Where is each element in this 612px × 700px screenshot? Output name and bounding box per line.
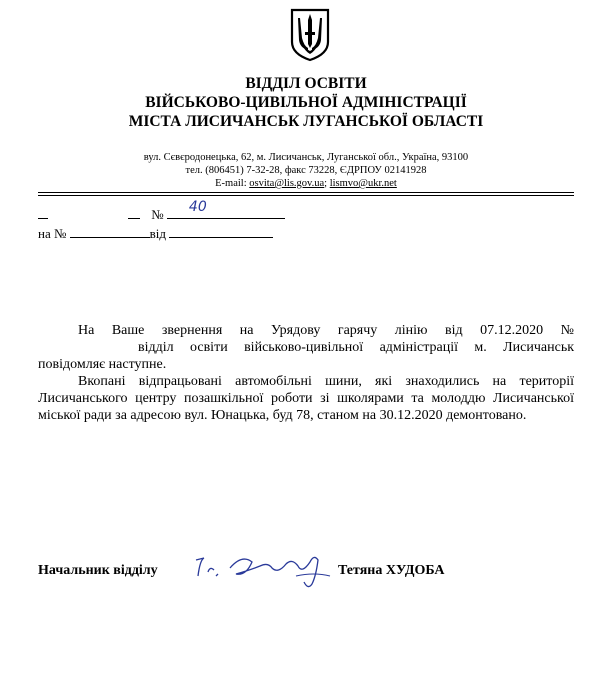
email-separator: ; <box>324 178 330 189</box>
reply-date-label: від <box>149 226 167 241</box>
org-name-line-1: ВІДДІЛ ОСВІТИ <box>245 75 367 92</box>
signatory-name: Тетяна ХУДОБА <box>338 563 445 578</box>
header-divider <box>38 192 574 196</box>
org-name-line-3: МІСТА ЛИСИЧАНСЬК ЛУГАНСЬКОЇ ОБЛАСТІ <box>128 113 484 130</box>
email-link-osvita[interactable]: osvita@lis.gov.ua <box>249 178 325 189</box>
reply-reference-line <box>38 224 273 242</box>
signatory-position: Начальник відділу <box>38 563 158 578</box>
reply-number-field <box>70 224 150 238</box>
number-label: № <box>151 207 164 222</box>
reply-number-label: на № <box>38 226 67 241</box>
date-blank-2 <box>128 205 140 219</box>
email-link-lismvo[interactable]: lismvo@ukr.net <box>329 178 397 189</box>
letter-body <box>38 322 574 424</box>
reply-date-field <box>169 224 273 238</box>
handwritten-number: 40 <box>188 199 207 215</box>
outgoing-number-field <box>167 199 285 219</box>
outgoing-number-line <box>38 199 285 223</box>
handwritten-signature <box>190 546 340 592</box>
paragraph-1-line-2: відділ освіти військово-цивільної адміністрації м. Лисичанськ <box>138 340 574 355</box>
paragraph-2: Вкопані відпрацьовані автомобільні шини, які знаходились на території Лисичанського центру позашкільної роботи зі школярами та молоддю Лисичанської міської ради за адресою вул. Юнацька, буд 78, станом на 30.12.2020 демонтовано. <box>38 374 574 423</box>
paragraph-1-line-1: На Ваше звернення на Урядову гарячу лінію від 07.12.2020 № <box>78 323 574 338</box>
ukraine-coat-of-arms-icon <box>290 8 330 62</box>
date-blank-1 <box>38 205 48 219</box>
paragraph-1-line-3: повідомляє наступне. <box>38 357 167 372</box>
phones-line: тел. (806451) 7-32-28, факс 73228, ЄДРПОУ 02141928 <box>185 165 427 176</box>
email-prefix: E-mail: <box>215 178 250 189</box>
org-name-line-2: ВІЙСЬКОВО-ЦИВІЛЬНОЇ АДМІНІСТРАЦІЇ <box>145 94 467 111</box>
address-line: вул. Сєвєродонецька, 62, м. Лисичанськ, Луганської обл., Україна, 93100 <box>143 152 469 163</box>
email-line <box>0 177 612 190</box>
